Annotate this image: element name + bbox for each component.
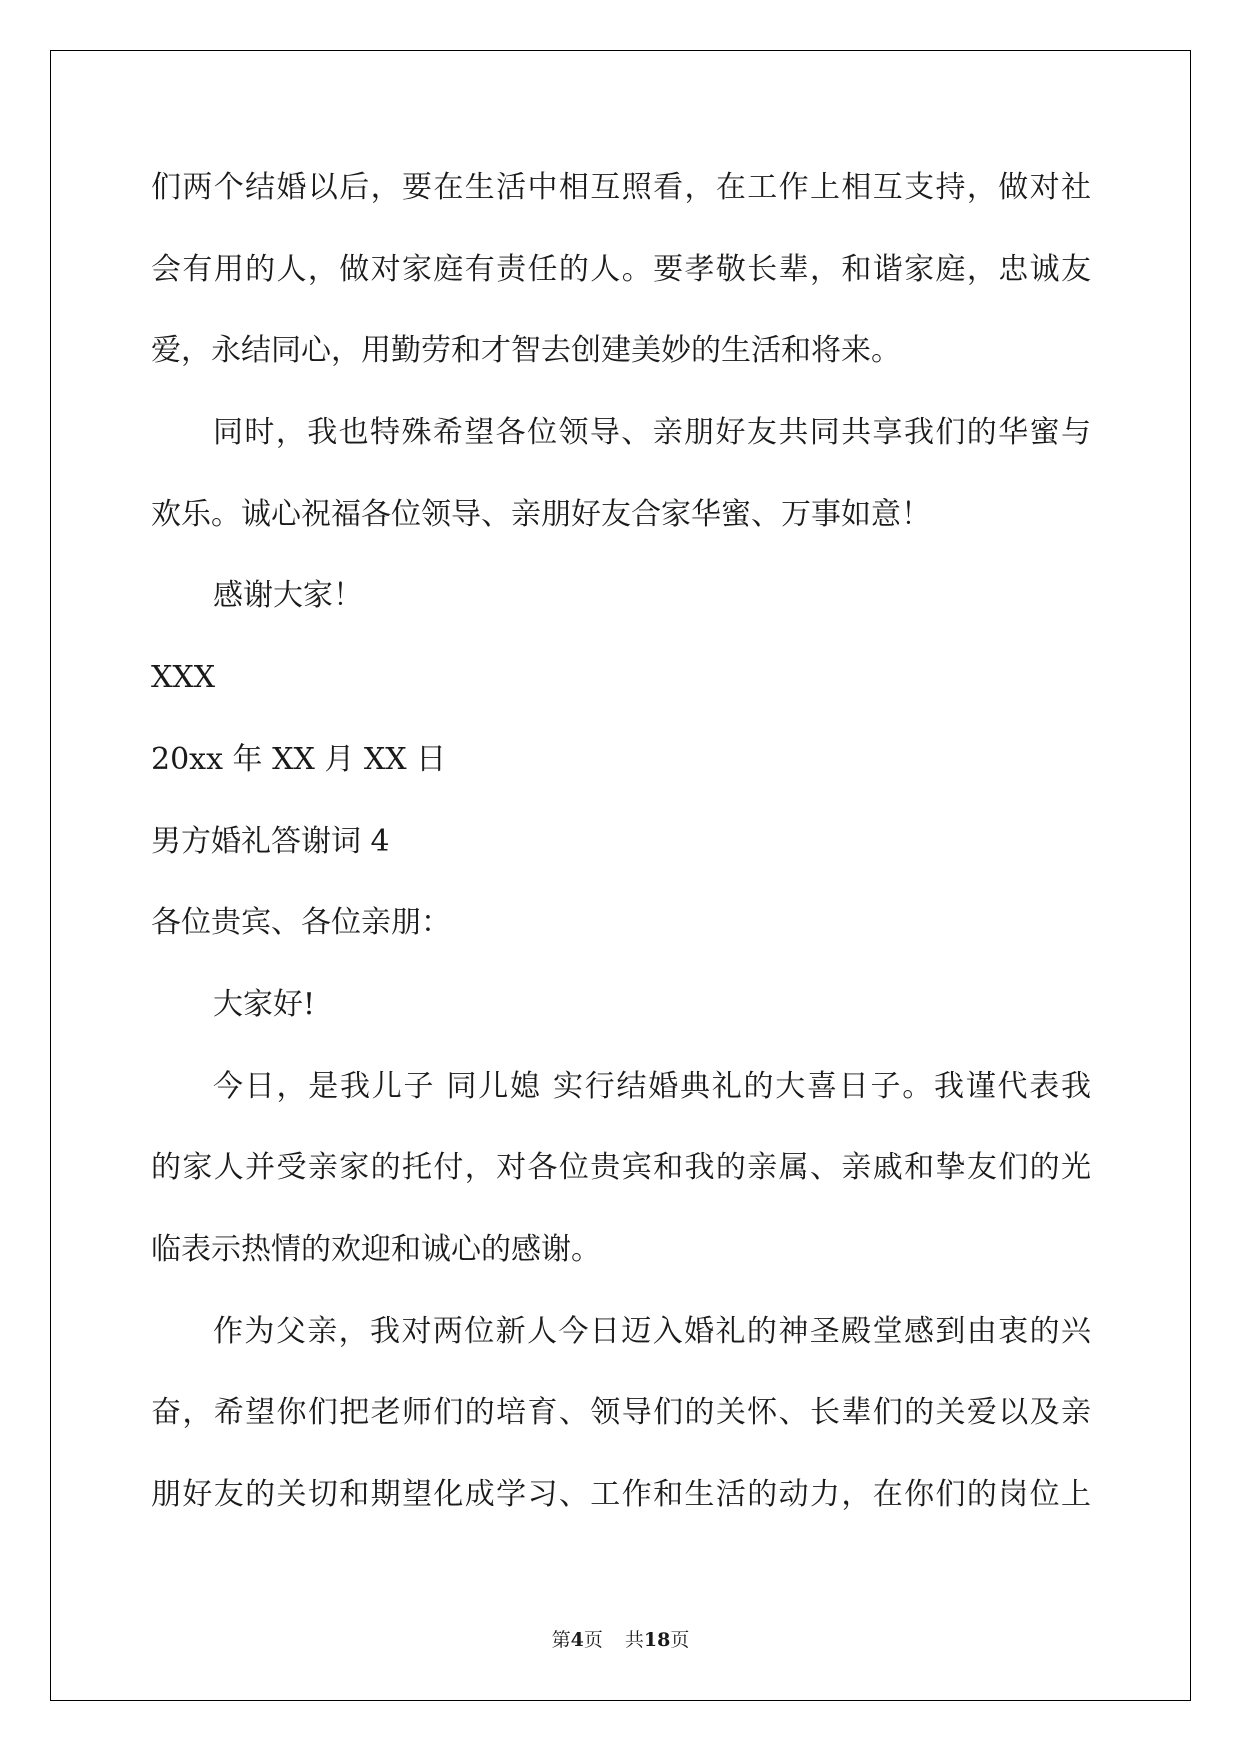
- paragraph-line: 们两个结婚以后，要在生活中相互照看，在工作上相互支持，做对社: [151, 170, 1091, 205]
- document-body: [151, 163, 1091, 1552]
- salutation: 各位贵宾、各位亲朋：: [151, 905, 451, 941]
- greeting: 大家好!: [213, 986, 316, 1022]
- paragraph-line: 同时，我也特殊希望各位领导、亲朋好友共同共享我们的华蜜与: [213, 415, 1091, 451]
- paragraph-line: 临表示热情的欢迎和诚心的感谢。: [151, 1231, 601, 1267]
- page-prefix: 第: [551, 1629, 571, 1651]
- paragraph-line: 欢乐。诚心祝福各位领导、亲朋好友合家华蜜、万事如意！: [151, 496, 931, 532]
- paragraph-line: 的家人并受亲家的托付，对各位贵宾和我的亲属、亲戚和挚友们的光: [151, 1150, 1091, 1186]
- thanks-line: 感谢大家！: [213, 578, 363, 614]
- paragraph-line: 作为父亲，我对两位新人今日迈入婚礼的神圣殿堂感到由衷的兴: [213, 1313, 1091, 1349]
- signature-name: XXX: [151, 660, 216, 696]
- paragraph-line: 爱，永结同心，用勤劳和才智去创建美妙的生活和将来。: [151, 333, 901, 369]
- section-heading: 男方婚礼答谢词 4: [151, 823, 390, 859]
- total-unit: 页: [670, 1629, 690, 1651]
- paragraph-line: 奋，希望你们把老师们的培育、领导们的关怀、长辈们的关爱以及亲: [151, 1395, 1091, 1431]
- paragraph-line: 会有用的人，做对家庭有责任的人。要孝敬长辈，和谐家庭，忠诚友: [151, 251, 1091, 287]
- paragraph-line: 今日，是我儿子 同儿媳 实行结婚典礼的大喜日子。我谨代表我: [213, 1068, 1091, 1104]
- total-prefix: 共: [624, 1629, 644, 1651]
- page-total: 18: [643, 1629, 671, 1651]
- page-unit: 页: [583, 1629, 603, 1651]
- page-footer: [0, 1627, 1241, 1653]
- signature-date: 20xx 年 XX 月 XX 日: [151, 741, 447, 777]
- page-current: 4: [570, 1629, 584, 1651]
- paragraph-line: 朋好友的关切和期望化成学习、工作和生活的动力，在你们的岗位上: [151, 1477, 1091, 1512]
